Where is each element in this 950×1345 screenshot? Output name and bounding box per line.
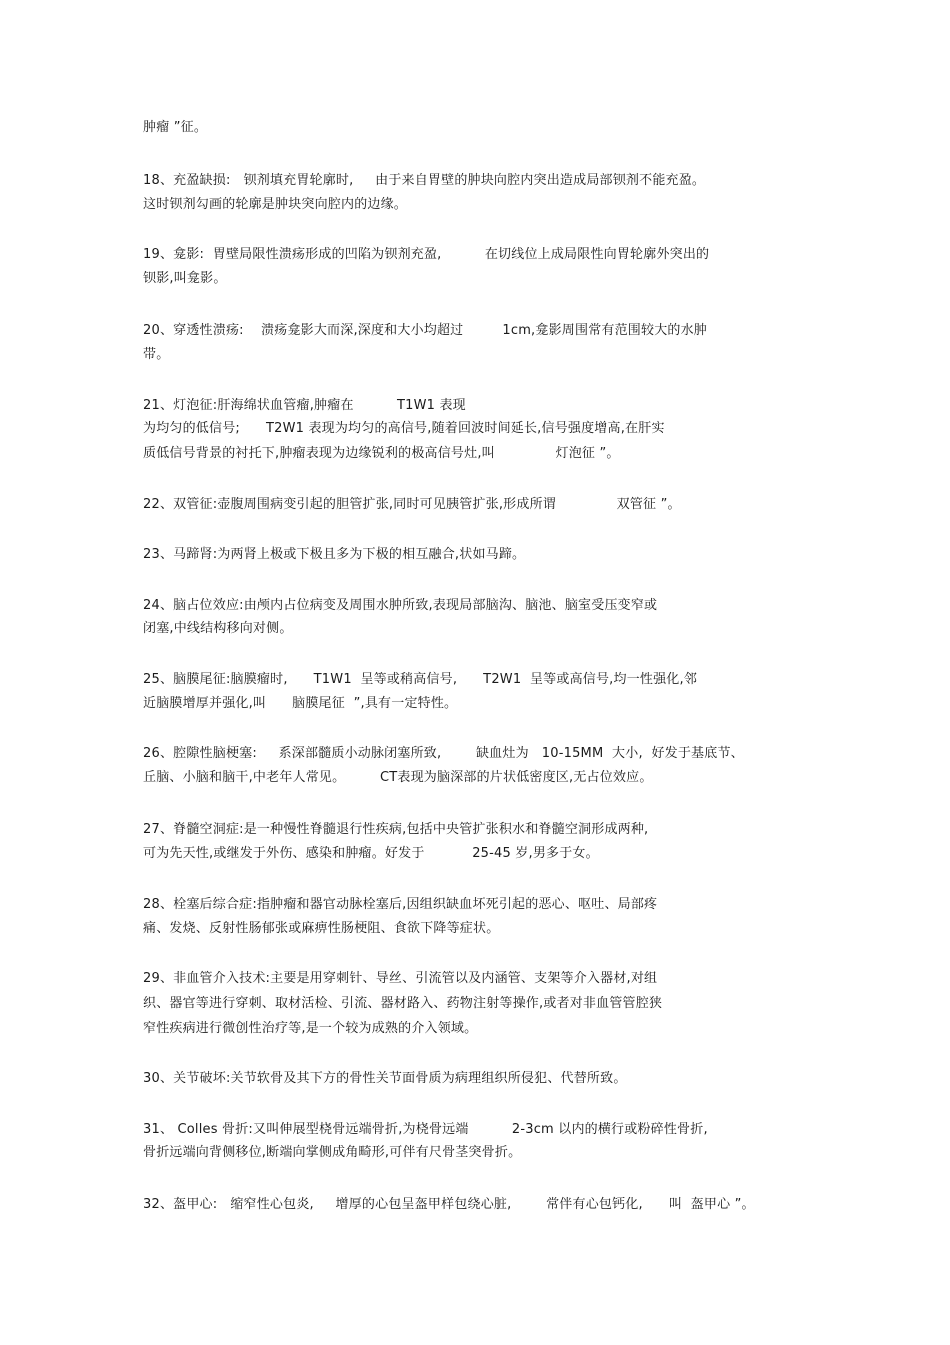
text-line: 近脑膜增厚并强化,叫 脑膜尾征 ”,具有一定特性。 bbox=[143, 696, 458, 711]
text-line: 32、盔甲心: 缩窄性心包炎, 增厚的心包呈盔甲样包绕心脏, 常伴有心包钙化, 叫 盔甲心 ”。 bbox=[143, 1197, 755, 1212]
text-line: 带。 bbox=[143, 347, 170, 362]
text-line: 23、马蹄肾:为两肾上极或下极且多为下极的相互融合,状如马蹄。 bbox=[143, 547, 526, 562]
text-line: 这时钡剂勾画的轮廓是肿块突向腔内的边缘。 bbox=[143, 197, 408, 212]
text-line: 质低信号背景的衬托下,肿瘤表现为边缘锐利的极高信号灶,叫 灯泡征 ”。 bbox=[143, 446, 620, 461]
text-line: 26、腔隙性脑梗塞: 系深部髓质小动脉闭塞所致, 缺血灶为 10-15MM 大小, 好发于基底节、 bbox=[143, 746, 744, 761]
text-line: 丘脑、小脑和脑干,中老年人常见。 CT表现为脑深部的片状低密度区,无占位效应。 bbox=[143, 770, 653, 785]
text-line: 21、灯泡征:肝海绵状血管瘤,肿瘤在 T1W1 表现 bbox=[143, 398, 466, 413]
text-line: 27、脊髓空洞症:是一种慢性脊髓退行性疾病,包括中央管扩张积水和脊髓空洞形成两种, bbox=[143, 822, 649, 837]
text-line: 22、双管征:壶腹周围病变引起的胆管扩张,同时可见胰管扩张,形成所谓 双管征 ”。 bbox=[143, 497, 681, 512]
text-line: 25、脑膜尾征:脑膜瘤时, T1W1 呈等或稍高信号, T2W1 呈等或高信号,均一性强化,邻 bbox=[143, 672, 698, 687]
text-line: 织、器官等进行穿刺、取材活检、引流、器材路入、药物注射等操作,或者对非血管管腔狭 bbox=[143, 996, 663, 1011]
text-line: 痛、发烧、反射性肠郁张或麻痹性肠梗阻、食欲下降等症状。 bbox=[143, 921, 500, 936]
text-line: 钡影,叫龛影。 bbox=[143, 271, 227, 286]
text-line: 31、 Colles 骨折:又叫伸展型桡骨远端骨折,为桡骨远端 2-3cm 以内的横行或粉碎性骨折, bbox=[143, 1122, 708, 1137]
text-line: 30、关节破坏:关节软骨及其下方的骨性关节面骨质为病理组织所侵犯、代替所致。 bbox=[143, 1071, 627, 1086]
text-line: 肿瘤 ”征。 bbox=[143, 120, 208, 135]
text-line: 闭塞,中线结构移向对侧。 bbox=[143, 621, 293, 636]
text-line: 28、栓塞后综合症:指肿瘤和器官动脉栓塞后,因组织缺血坏死引起的恶心、呕吐、局部疼 bbox=[143, 897, 658, 912]
text-line: 窄性疾病进行微创性治疗等,是一个较为成熟的介入领域。 bbox=[143, 1021, 478, 1036]
text-line: 20、穿透性溃疡: 溃疡龛影大而深,深度和大小均超过 1cm,龛影周围常有范围较大的水肿 bbox=[143, 323, 707, 338]
text-line: 可为先天性,或继发于外伤、感染和肿瘤。好发于 25-45 岁,男多于女。 bbox=[143, 846, 599, 861]
text-line: 为均匀的低信号; T2W1 表现为均匀的高信号,随着回波时间延长,信号强度增高,在肝实 bbox=[143, 421, 665, 436]
text-line: 29、非血管介入技术:主要是用穿刺针、导丝、引流管以及内涵管、支架等介入器材,对组 bbox=[143, 971, 658, 986]
text-line: 24、脑占位效应:由颅内占位病变及周围水肿所致,表现局部脑沟、脑池、脑室受压变窄或 bbox=[143, 598, 658, 613]
text-line: 骨折远端向背侧移位,断端向掌侧成角畸形,可伴有尺骨茎突骨折。 bbox=[143, 1145, 522, 1160]
text-line: 19、龛影: 胃壁局限性溃疡形成的凹陷为钡剂充盈, 在切线位上成局限性向胃轮廓外突出的 bbox=[143, 247, 710, 262]
text-line: 18、充盈缺损: 钡剂填充胃轮廓时, 由于来自胃壁的肿块向腔内突出造成局部钡剂不能充盈。 bbox=[143, 173, 706, 188]
